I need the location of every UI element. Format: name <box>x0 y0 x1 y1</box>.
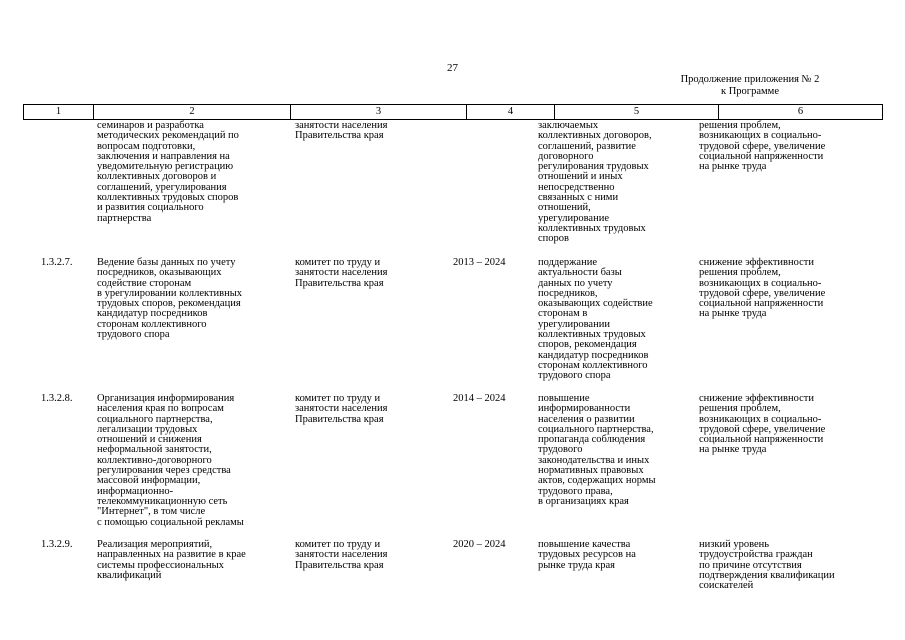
cell-number: 1.3.2.9. <box>41 539 73 550</box>
header-col-3: 3 <box>290 105 466 119</box>
cell-number: 1.3.2.7. <box>41 257 73 268</box>
cell-result: заключаемых коллективных договоров, соглашений, развитие договорного регулирования трудовых отношений и иных непосредственно связанных с ними отношений, урегулирование коллективных трудовых споров <box>538 120 652 245</box>
header-col-4: 4 <box>466 105 554 119</box>
cell-executor: комитет по труду и занятости населения Правительства края <box>295 393 388 425</box>
cell-consequence: снижение эффективности решения проблем, возникающих в социально- трудовой сфере, увеличение социальной напряженности на рынке труда <box>699 393 826 456</box>
table-header-row <box>23 104 883 120</box>
page-number: 27 <box>447 62 458 74</box>
cell-executor: комитет по труду и занятости населения Правительства края <box>295 539 388 571</box>
cell-period: 2014 – 2024 <box>453 393 506 404</box>
cell-activity: Реализация мероприятий, направленных на развитие в крае системы профессиональных квалификаций <box>97 539 246 581</box>
cell-period: 2013 – 2024 <box>453 257 506 268</box>
header-col-2: 2 <box>93 105 290 119</box>
header-col-6: 6 <box>718 105 883 119</box>
cell-executor: занятости населения Правительства края <box>295 120 388 142</box>
cell-consequence: снижение эффективности решения проблем, возникающих в социально- трудовой сфере, увеличение социальной напряженности на рынке труда <box>699 257 826 320</box>
cell-activity: семинаров и разработка методических рекомендаций по вопросам подготовки, заключения и направления на уведомительную регистрацию коллективных договоров и соглашений, урегулирования коллективных трудовых споров и развития социального партнерства <box>97 120 239 224</box>
header-col-1: 1 <box>23 105 93 119</box>
cell-period: 2020 – 2024 <box>453 539 506 550</box>
cell-result: повышение информированности населения о развитии социального партнерства, пропаганда соблюдения трудового законодательства и иных нормативных правовых актов, содержащих нормы трудового права, в организациях края <box>538 393 656 507</box>
cell-number: 1.3.2.8. <box>41 393 73 404</box>
cell-activity: Ведение базы данных по учету посредников, оказывающих содействие сторонам в урегулировании коллективных трудовых споров, рекомендация кандидатур посредников сторонам коллективного трудового спора <box>97 257 243 341</box>
cell-consequence: решения проблем, возникающих в социально- трудовой сфере, увеличение социальной напряженности на рынке труда <box>699 120 826 173</box>
cell-consequence: низкий уровень трудоустройства граждан по причине отсутствия подтверждения квалификации соискателей <box>699 539 835 592</box>
header-col-5: 5 <box>554 105 718 119</box>
cell-executor: комитет по труду и занятости населения Правительства края <box>295 257 388 289</box>
cell-activity: Организация информирования населения края по вопросам социального партнерства, легализации трудовых отношений и снижения неформальной занятости, коллективно-договорного регулирования через средства массовой информации, информационно- телекоммуникационную сеть "Интернет", в том числе с помощью социальной рекламы <box>97 393 244 528</box>
appendix-note: Продолжение приложения № 2 к Программе <box>680 74 820 97</box>
cell-result: поддержание актуальности базы данных по учету посредников, оказывающих содействие сторонам в урегулировании коллективных трудовых споров, рекомендация кандидатур посредников сторонам коллективного трудового спора <box>538 257 653 382</box>
cell-result: повышение качества трудовых ресурсов на рынке труда края <box>538 539 636 571</box>
